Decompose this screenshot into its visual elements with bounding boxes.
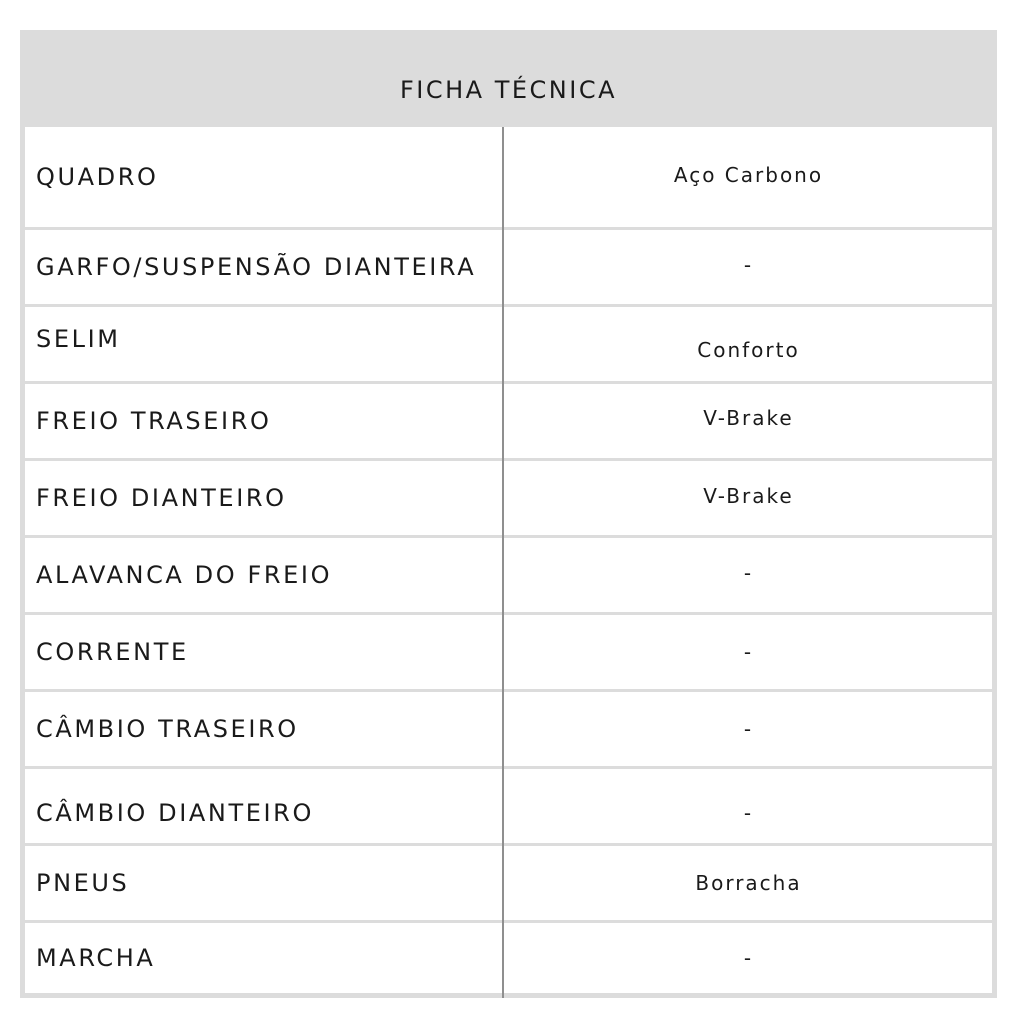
- row-label: CÂMBIO DIANTEIRO: [36, 799, 314, 827]
- row-value: -: [743, 717, 754, 741]
- row-label: ALAVANCA DO FREIO: [36, 561, 333, 589]
- row-value: -: [743, 640, 754, 664]
- table-row: [25, 538, 992, 612]
- table-title: FICHA TÉCNICA: [399, 75, 618, 104]
- table-row: [25, 307, 992, 381]
- row-value: Conforto: [697, 338, 800, 362]
- column-divider: [502, 127, 504, 998]
- table-row: [25, 615, 992, 689]
- table-row: [25, 384, 992, 458]
- table-row: [25, 230, 992, 304]
- row-value: -: [743, 561, 754, 585]
- table-row: [25, 461, 992, 535]
- row-value: V-Brake: [703, 484, 794, 508]
- row-label: FREIO DIANTEIRO: [36, 484, 287, 512]
- row-label: GARFO/SUSPENSÃO DIANTEIRA: [36, 253, 477, 281]
- row-label: QUADRO: [36, 163, 159, 191]
- row-label: PNEUS: [36, 869, 130, 897]
- table-row: [25, 769, 992, 843]
- row-value: V-Brake: [703, 406, 794, 430]
- table-row: [25, 692, 992, 766]
- row-value: -: [743, 946, 754, 970]
- row-label: CORRENTE: [36, 638, 189, 666]
- table-row: [25, 846, 992, 920]
- table-row: [25, 923, 992, 993]
- row-value: -: [743, 801, 754, 825]
- row-label: FREIO TRASEIRO: [36, 407, 272, 435]
- row-label: MARCHA: [36, 944, 156, 972]
- spec-table: [20, 30, 997, 998]
- table-row: [25, 127, 992, 227]
- row-label: CÂMBIO TRASEIRO: [36, 715, 299, 743]
- row-value: Borracha: [695, 871, 802, 895]
- row-value: Aço Carbono: [673, 163, 824, 187]
- row-value: -: [743, 253, 754, 277]
- row-label: SELIM: [36, 325, 121, 353]
- table-header: [20, 30, 997, 127]
